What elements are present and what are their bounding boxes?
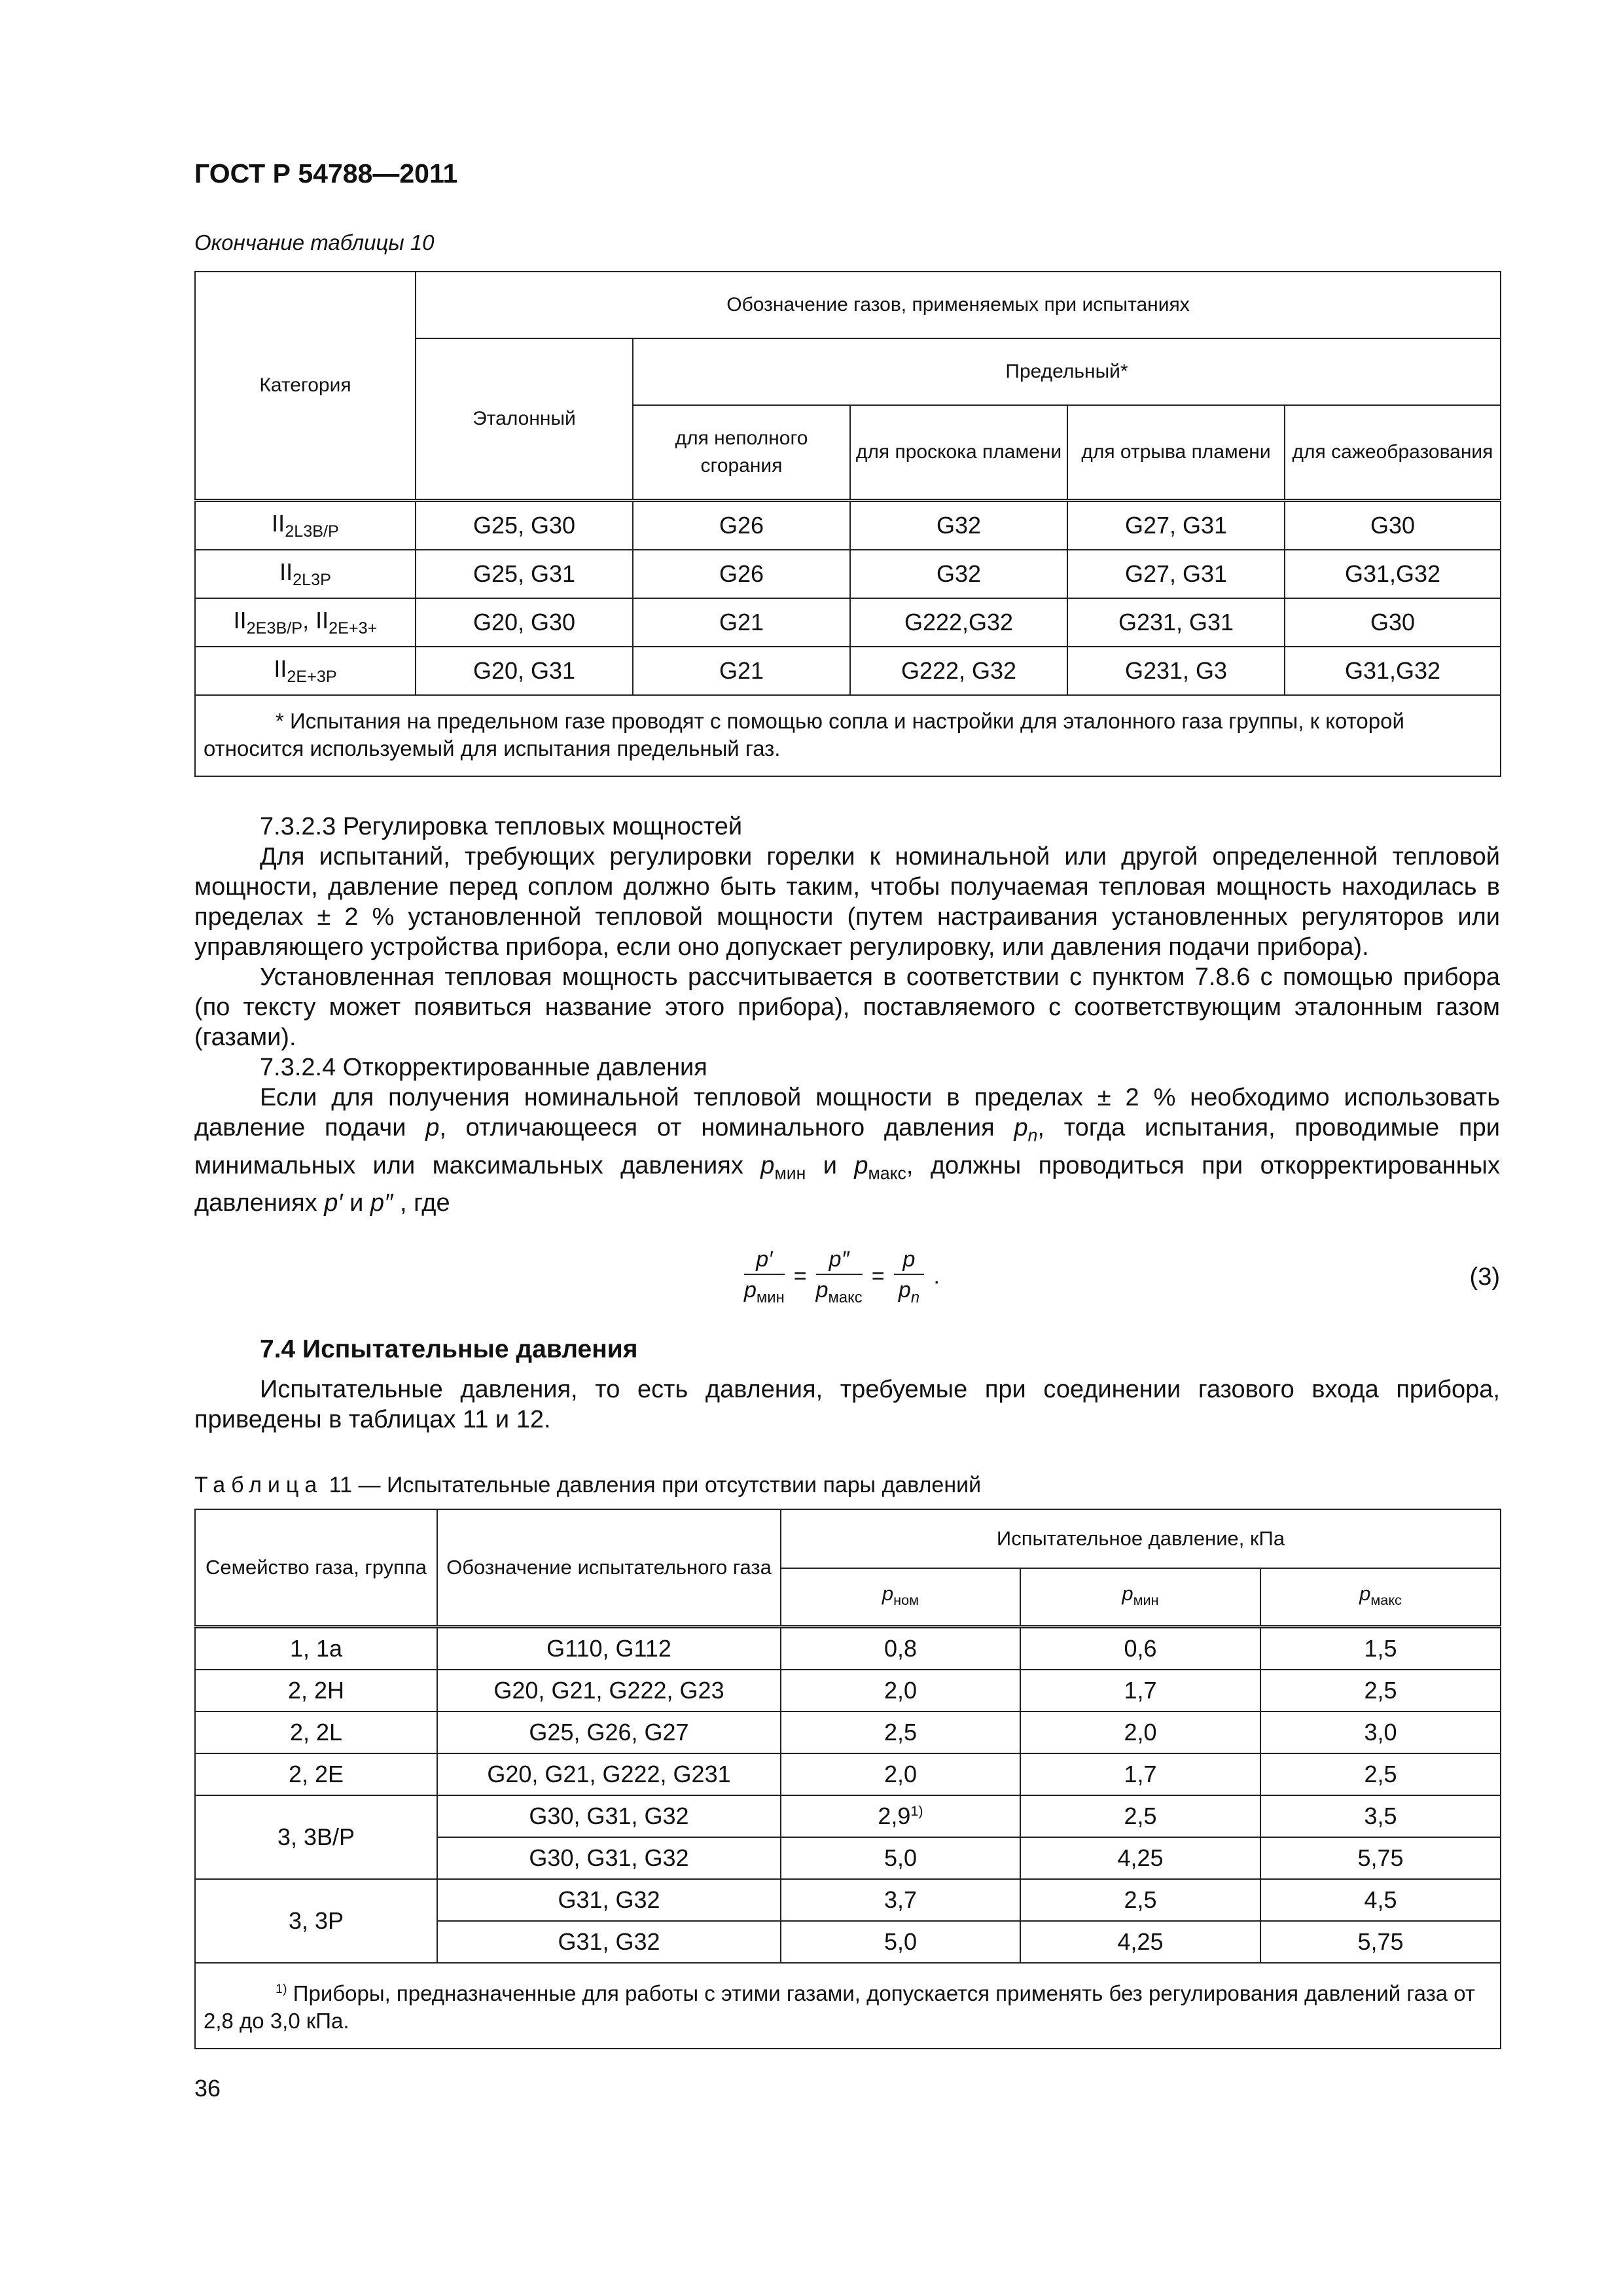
table-cell: G32: [850, 550, 1067, 598]
table-cell: 5,75: [1260, 1837, 1501, 1879]
table-cell: G20, G31: [416, 647, 633, 695]
table-cell: 5,75: [1260, 1921, 1501, 1963]
header-flashback: для проскока пламени: [850, 405, 1067, 501]
table-cell: G30, G31, G32: [437, 1795, 781, 1837]
table-cell: G222,G32: [850, 598, 1067, 647]
header-gas-designation: Обозначение газов, применяемых при испытаниях: [416, 272, 1501, 338]
table10-footnote: * Испытания на предельном газе проводят с помощью сопла и настройки для эталонного газа группы, к которой относится используемый для испытания предельный газ.: [195, 695, 1501, 776]
table-row: [195, 1670, 1501, 1712]
table-10: [194, 271, 1501, 777]
table-cell: G27, G31: [1067, 550, 1285, 598]
document-code-header: ГОСТ Р 54788—2011: [194, 158, 458, 188]
section-74: [194, 1374, 1500, 1435]
table-cell: G20, G21, G222, G23: [437, 1670, 781, 1712]
table10-continuation-caption: Окончание таблицы 10: [194, 230, 435, 255]
table-row: [195, 1753, 1501, 1795]
header-test-gas: Обозначение испытательного газа: [437, 1509, 781, 1627]
table-cell: 2,5: [1020, 1879, 1260, 1921]
fraction: $\frac{p}{p_n}$: [894, 1247, 925, 1307]
paragraph: Если для получения номинальной тепловой мощности в пределах ± 2 % необходимо использовать давление подачи p, отличающееся от номинального давления $p_n$, тогда испытания, проводимые при минимальных или максимальных давлениях $p_{мин}$ и $p_{макс}$, должны проводиться при откорректированных давлениях p′ и p″ , где: [194, 1084, 1500, 1217]
table-cell: G30, G31, G32: [437, 1837, 781, 1879]
table-cell: G21: [633, 598, 850, 647]
table-row: [195, 550, 1501, 598]
table-cell: 3,7: [781, 1879, 1020, 1921]
table11-caption: Таблица 11 — Испытательные давления при отсутствии пары давлений: [194, 1473, 982, 1498]
table-cell: G20, G30: [416, 598, 633, 647]
table-row: [195, 1879, 1501, 1921]
table-cell: G32: [850, 501, 1067, 550]
table11-footnote: $^{1)}$ Приборы, предназначенные для работы с этими газами, допускается применять без регулирования давлений газа от 2,8 до 3,0 кПа.: [195, 1963, 1501, 2049]
table-cell: 5,0: [781, 1921, 1020, 1963]
table-cell: 3,0: [1260, 1712, 1501, 1753]
table-cell: G31,G32: [1285, 550, 1501, 598]
header-p-max: $p_{макс}$: [1260, 1568, 1501, 1627]
paragraph: Для испытаний, требующих регулировки горелки к номинальной или другой определенной тепловой мощности, давление перед соплом должно быть таким, чтобы получаемая тепловая мощность находилась в пределах ± 2 % установленной тепловой мощности (путем настраивания установленных регуляторов или управляющего устройства прибора, если оно допускает регулировку, или давления подачи прибора).: [194, 843, 1500, 961]
table-cell: G25, G26, G27: [437, 1712, 781, 1753]
table-cell: 3,5: [1260, 1795, 1501, 1837]
table-cell: G26: [633, 501, 850, 550]
table-cell: 2,0: [781, 1753, 1020, 1795]
table-cell: 4,25: [1020, 1921, 1260, 1963]
table-cell: G110, G112: [437, 1627, 781, 1670]
table-cell: 1,7: [1020, 1753, 1260, 1795]
section-7323: [194, 812, 1500, 1218]
table-cell: 2,5: [781, 1712, 1020, 1753]
table-cell: G231, G3: [1067, 647, 1285, 695]
table-row: [195, 647, 1501, 695]
table-cell: 3, 3P: [195, 1879, 437, 1963]
table-cell: 2,0: [781, 1670, 1020, 1712]
table-cell: 0,6: [1020, 1627, 1260, 1670]
table-cell: G21: [633, 647, 850, 695]
table-row: [195, 598, 1501, 647]
table-cell: G25, G31: [416, 550, 633, 598]
table-cell: G231, G31: [1067, 598, 1285, 647]
table-cell: 2,5: [1260, 1670, 1501, 1712]
table-cell: G31, G32: [437, 1921, 781, 1963]
table-cell: 3, 3B/P: [195, 1795, 437, 1879]
category-cell: $II_{2L3B/P}$: [195, 501, 416, 550]
table-cell: 1, 1a: [195, 1627, 437, 1670]
table-cell: G20, G21, G222, G231: [437, 1753, 781, 1795]
table-cell: 5,0: [781, 1837, 1020, 1879]
header-p-nom: $p_{ном}$: [781, 1568, 1020, 1627]
table-cell: G30: [1285, 501, 1501, 550]
paragraph: Испытательные давления, то есть давления, требуемые при соединении газового входа прибора, приведены в таблицах 11 и 12.: [194, 1376, 1500, 1433]
table-cell: G25, G30: [416, 501, 633, 550]
section-74-heading: 7.4 Испытательные давления: [260, 1335, 638, 1363]
header-gas-family: Семейство газа, группа: [195, 1509, 437, 1627]
header-test-pressure: Испытательное давление, кПа: [781, 1509, 1501, 1568]
table-cell: 2,0: [1020, 1712, 1260, 1753]
header-limit: Предельный*: [633, 338, 1501, 405]
page-number: 36: [194, 2075, 221, 2102]
table-cell: 2,9$^{1)}$: [781, 1795, 1020, 1837]
category-cell: $II_{2E3B/P}$, $II_{2E+3+}$: [195, 598, 416, 647]
table-cell: 2,5: [1260, 1753, 1501, 1795]
table-cell: G31, G32: [437, 1879, 781, 1921]
category-cell: $II_{2L3P}$: [195, 550, 416, 598]
section-heading: 7.3.2.3 Регулировка тепловых мощностей: [260, 813, 743, 840]
table-cell: G31,G32: [1285, 647, 1501, 695]
category-cell: $II_{2E+3P}$: [195, 647, 416, 695]
fraction: $\frac{p''}{p_{макс}}$: [815, 1247, 863, 1306]
header-p-min: $p_{мин}$: [1020, 1568, 1260, 1627]
table-cell: 2, 2H: [195, 1670, 437, 1712]
table-cell: 2, 2L: [195, 1712, 437, 1753]
table-cell: G222, G32: [850, 647, 1067, 695]
header-category: Категория: [195, 272, 416, 501]
formula-number: (3): [1469, 1263, 1500, 1291]
table-row: [195, 1627, 1501, 1670]
table-cell: 1,7: [1020, 1670, 1260, 1712]
table-cell: 1,5: [1260, 1627, 1501, 1670]
table-row: [195, 1795, 1501, 1837]
table-cell: 0,8: [781, 1627, 1020, 1670]
header-sooting: для сажеобразования: [1285, 405, 1501, 501]
paragraph: Установленная тепловая мощность рассчитывается в соответствии с пунктом 7.8.6 с помощью прибора (по тексту может появиться название этого прибора), поставляемого с соответствующим эталонным газом (газами).: [194, 963, 1500, 1051]
table-cell: 4,5: [1260, 1879, 1501, 1921]
table-cell: 2, 2E: [195, 1753, 437, 1795]
table-cell: G26: [633, 550, 850, 598]
header-reference: Эталонный: [416, 338, 633, 501]
table-cell: 2,5: [1020, 1795, 1260, 1837]
table-row: [195, 501, 1501, 550]
fraction: $\frac{p'}{p_{мин}}$: [744, 1247, 785, 1306]
table-row: [195, 1712, 1501, 1753]
header-incomplete-combustion: для неполного сгорания: [633, 405, 850, 501]
table-cell: 4,25: [1020, 1837, 1260, 1879]
header-flame-lift: для отрыва пламени: [1067, 405, 1285, 501]
table-11: [194, 1509, 1501, 2049]
table-cell: G27, G31: [1067, 501, 1285, 550]
table-cell: G30: [1285, 598, 1501, 647]
section-heading: 7.3.2.4 Откорректированные давления: [260, 1054, 707, 1081]
formula-3: $\frac{p'}{p_{мин}}$ = $\frac{p''}{p_{макс}}$ = $\frac{p}{p_n}$ .: [744, 1247, 940, 1306]
